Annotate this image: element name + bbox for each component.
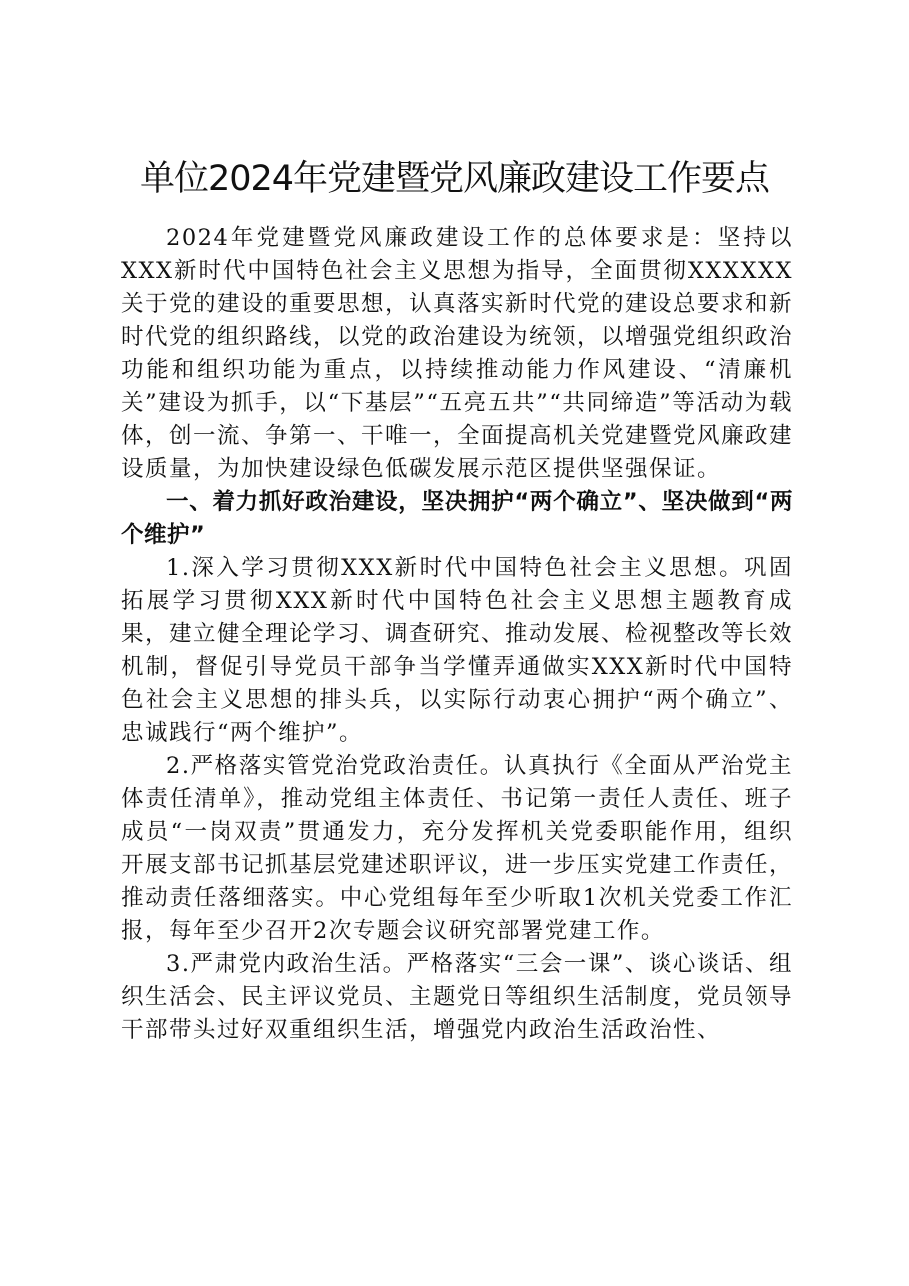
document-body xyxy=(121,222,793,1047)
list-item: 1.深入学习贯彻XXX新时代中国特色社会主义思想。巩固拓展学习贯彻XXX新时代中国特色社会主义思想主题教育成果，建立健全理论学习、调查研究、推动发展、检视整改等长效机制，督促引导党员干部争当学懂弄通做实XXX新时代中国特色社会主义思想的排头兵，以实际行动衷心拥护“两个确立”、忠诚践行“两个维护”。 xyxy=(121,555,794,746)
section-heading: 一、着力抓好政治建设，坚决拥护“两个确立”、坚决做到“两个维护” xyxy=(121,489,793,548)
intro-paragraph: 2024年党建暨党风廉政建设工作的总体要求是：坚持以XXX新时代中国特色社会主义思想为指导，全面贯彻XXXXXX关于党的建设的重要思想，认真落实新时代党的建设总要求和新时代党的组织路线，以党的政治建设为统领，以增强党组织政治功能和组织功能为重点，以持续推动能力作风建设、“清廉机关”建设为抓手，以“下基层”“五亮五共”“共同缔造”等活动为载体，创一流、争第一、干唯一，全面提高机关党建暨党风廉政建设质量，为加快建设绿色低碳发展示范区提供坚强保证。 xyxy=(121,225,794,482)
list-item: 2.严格落实管党治党政治责任。认真执行《全面从严治党主体责任清单》，推动党组主体责任、书记第一责任人责任、班子成员“一岗双责”贯通发力，充分发挥机关党委职能作用，组织开展支部书记抓基层党建述职评议，进一步压实党建工作责任，推动责任落细落实。中心党组每年至少听取1次机关党委工作汇报，每年至少召开2次专题会议研究部署党建工作。 xyxy=(121,753,794,944)
document-title: 单位2024年党建暨党风廉政建设工作要点 xyxy=(139,159,770,199)
list-item: 3.严肃党内政治生活。严格落实“三会一课”、谈心谈话、组织生活会、民主评议党员、主题党日等组织生活制度，党员领导干部带头过好双重组织生活，增强党内政治生活政治性、 xyxy=(121,951,794,1043)
